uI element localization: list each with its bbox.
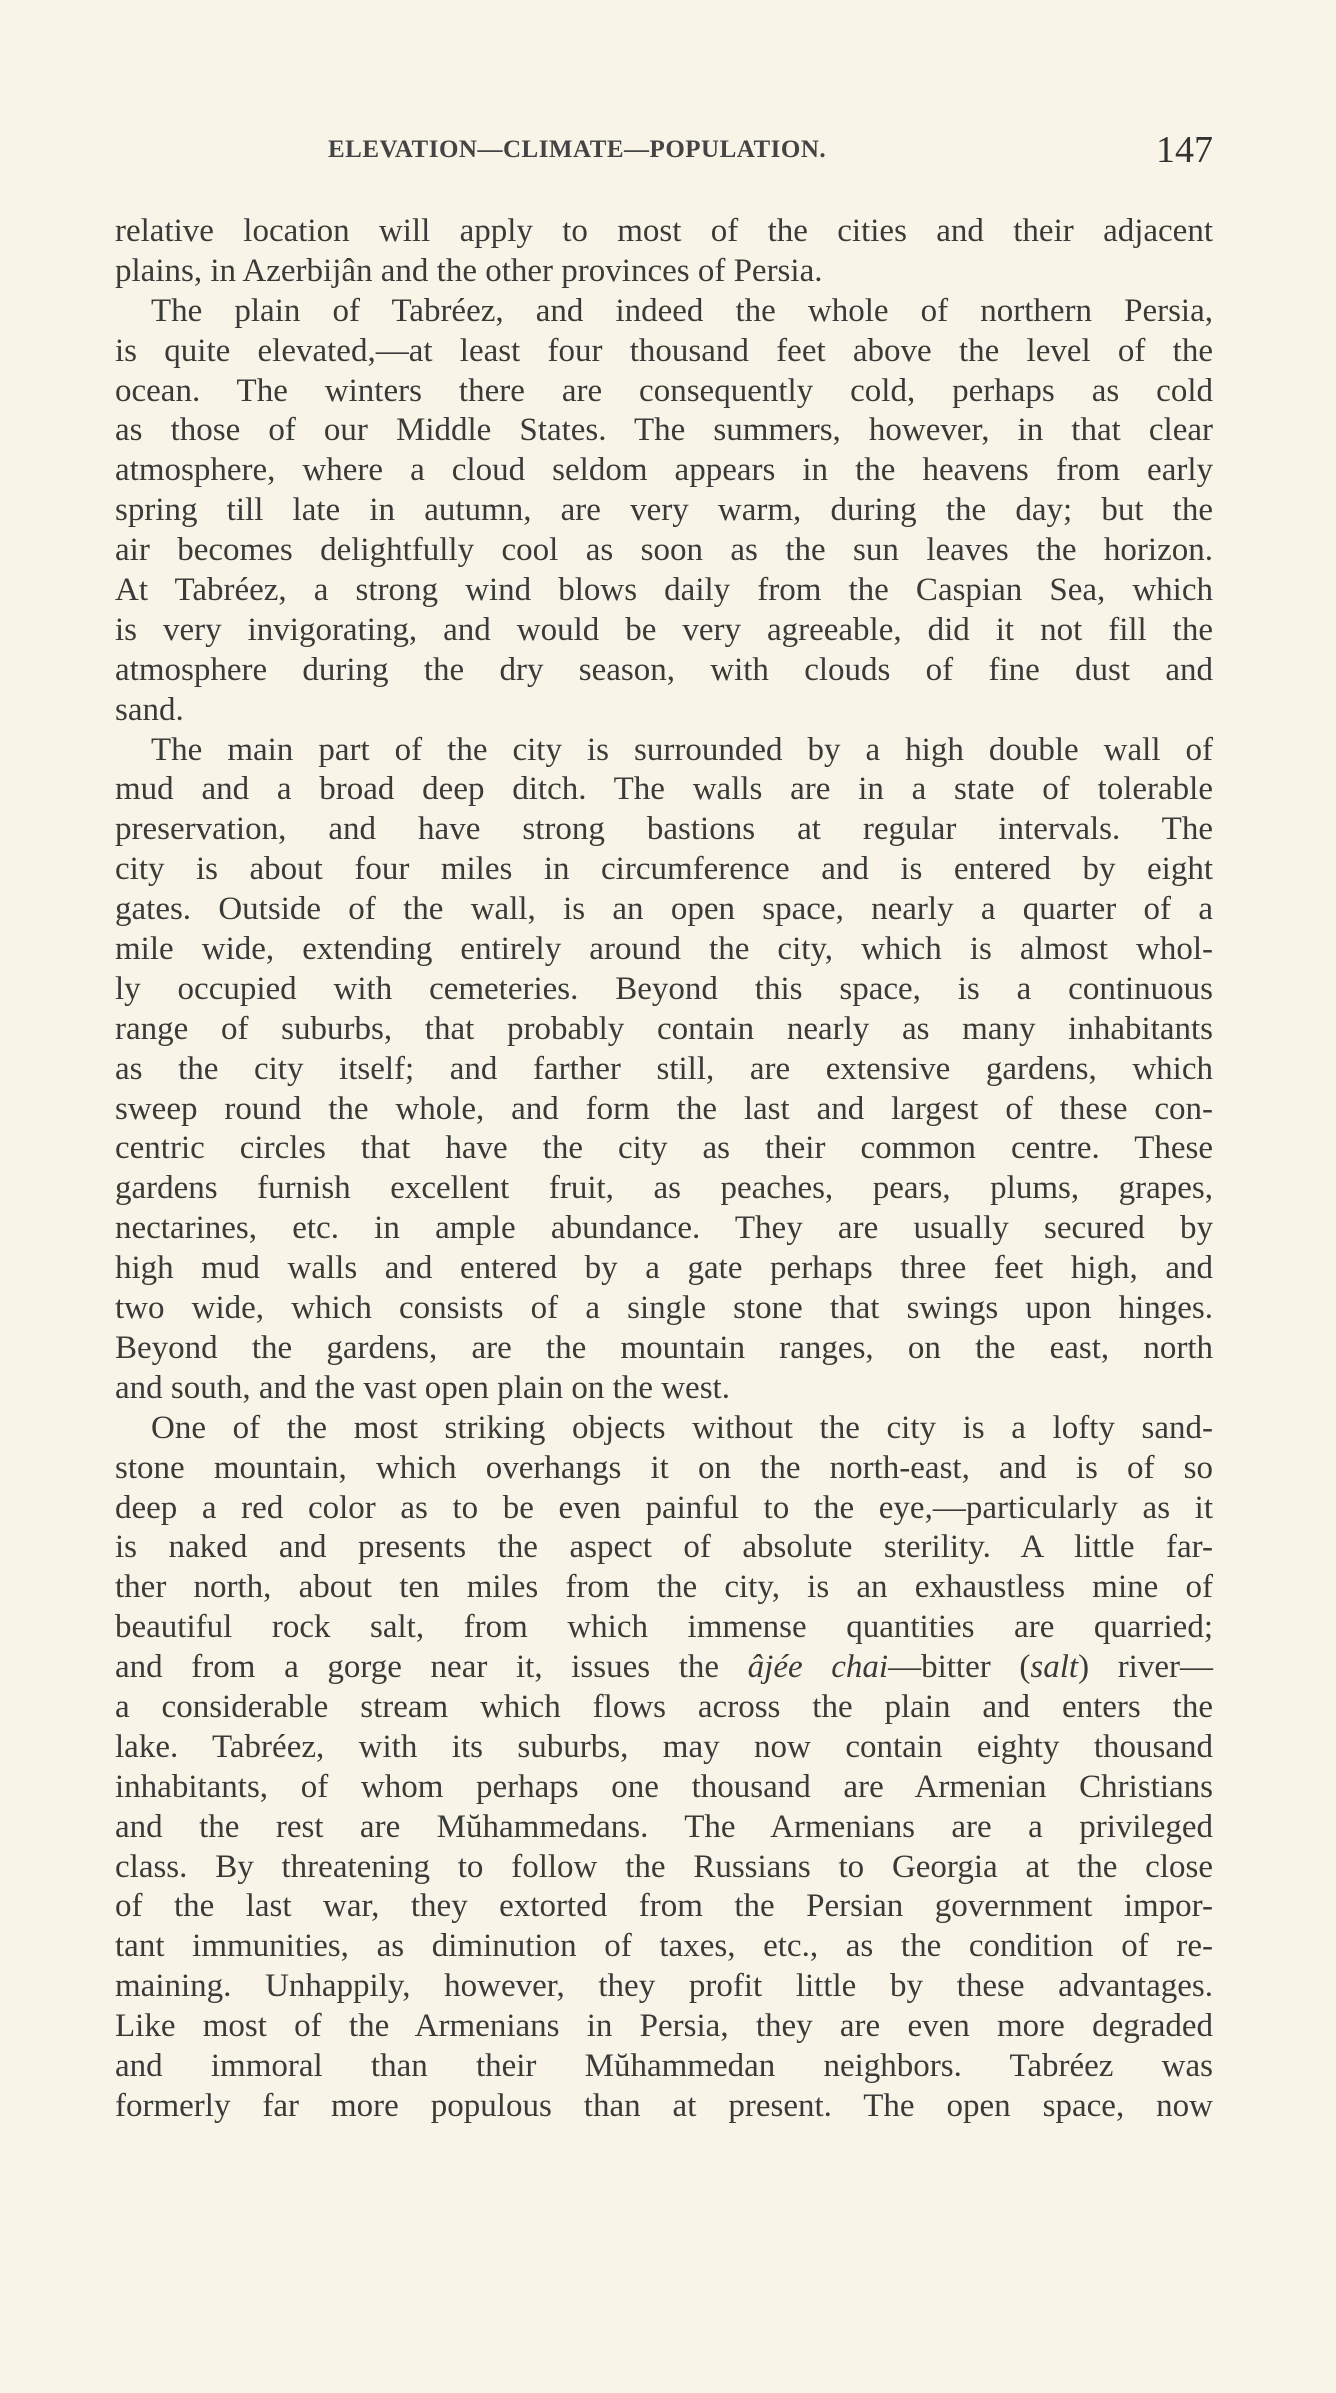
text-line: is very invigorating, and would be very agreeable, did it not fill the [115,611,1213,648]
text-segment: ) river— [1078,1649,1213,1686]
text-line: inhabitants, of whom perhaps one thousand are Armenian Christians [115,1768,1213,1805]
text-line: The plain of Tabréez, and indeed the whole of northern Persia, [151,292,1213,329]
text-line [115,1648,1213,1688]
text-segment: and from a gorge near it, issues the [115,1649,748,1686]
text-line: range of suburbs, that probably contain nearly as many inhabitants [115,1010,1213,1047]
text-line: atmosphere, where a cloud seldom appears in the heavens from early [115,452,1213,489]
text-line: as those of our Middle States. The summers, however, in that clear [115,412,1213,449]
text-line: sand. [115,691,184,728]
body-text [115,212,1213,2127]
text-line: of the last war, they extorted from the Persian government impor- [115,1888,1213,1925]
text-line: mile wide, extending entirely around the city, which is almost whol- [115,931,1213,968]
text-line: ly occupied with cemeteries. Beyond this space, is a continuous [115,970,1213,1007]
text-segment: —bitter ( [888,1649,1031,1686]
italic-text: salt [1030,1649,1079,1686]
text-line: relative location will apply to most of the cities and their adjacent [115,213,1213,249]
text-line: and south, and the vast open plain on the west. [115,1369,730,1406]
text-line: high mud walls and entered by a gate perhaps three feet high, and [115,1250,1213,1287]
text-line: is naked and presents the aspect of absolute sterility. A little far- [115,1529,1213,1566]
text-line: Beyond the gardens, are the mountain ranges, on the east, north [115,1329,1213,1366]
page-number: 147 [1156,129,1213,171]
text-line: as the city itself; and farther still, are extensive gardens, which [115,1050,1213,1087]
text-line: maining. Unhappily, however, they profit little by these advantages. [115,1968,1213,2005]
text-line: nectarines, etc. in ample abundance. They are usually secured by [115,1210,1213,1247]
text-line: atmosphere during the dry season, with clouds of fine dust and [115,651,1213,688]
text-line: formerly far more populous than at present. The open space, now [115,2087,1213,2124]
text-line: ocean. The winters there are consequently cold, perhaps as cold [115,372,1213,409]
text-line: lake. Tabréez, with its suburbs, may now contain eighty thousand [115,1728,1213,1765]
text-line: city is about four miles in circumference and is entered by eight [115,851,1213,888]
text-line: mud and a broad deep ditch. The walls are in a state of tolerable [115,771,1213,808]
text-line: Like most of the Armenians in Persia, they are even more degraded [115,2008,1213,2045]
text-line: class. By threatening to follow the Russians to Georgia at the close [115,1848,1213,1885]
text-line: and the rest are Mŭhammedans. The Armenians are a privileged [115,1808,1213,1845]
text-line: preservation, and have strong bastions at regular intervals. The [115,811,1213,848]
text-line: air becomes delightfully cool as soon as the sun leaves the horizon. [115,532,1213,569]
text-line: ther north, about ten miles from the city, is an exhaustless mine of [115,1569,1213,1606]
text-line: deep a red color as to be even painful to the eye,—particularly as it [115,1489,1213,1526]
page-header [115,128,1213,172]
text-line: centric circles that have the city as their common centre. These [115,1130,1213,1167]
text-line: a considerable stream which flows across the plain and enters the [115,1688,1213,1725]
text-line: stone mountain, which overhangs it on the north-east, and is of so [115,1449,1213,1486]
text-line: is quite elevated,—at least four thousand feet above the level of the [115,332,1213,369]
running-head: ELEVATION—CLIMATE—POPULATION. [328,136,827,163]
text-line: two wide, which consists of a single stone that swings upon hinges. [115,1290,1213,1327]
text-line: tant immunities, as diminution of taxes, etc., as the condition of re- [115,1928,1213,1965]
text-line: spring till late in autumn, are very warm, during the day; but the [115,492,1213,529]
text-line: At Tabréez, a strong wind blows daily from the Caspian Sea, which [115,572,1213,609]
text-line: and immoral than their Mŭhammedan neighbors. Tabréez was [115,2047,1213,2084]
text-line: The main part of the city is surrounded by a high double wall of [151,731,1213,768]
text-line: sweep round the whole, and form the last and largest of these con- [115,1090,1213,1127]
italic-text: âjée chai [747,1649,889,1686]
text-line: gardens furnish excellent fruit, as peaches, pears, plums, grapes, [115,1170,1213,1207]
text-line: plains, in Azerbijân and the other provinces of Persia. [115,252,823,289]
text-line: gates. Outside of the wall, is an open space, nearly a quarter of a [115,891,1213,928]
text-line: beautiful rock salt, from which immense quantities are quarried; [115,1609,1213,1646]
text-line: One of the most striking objects without the city is a lofty sand- [151,1409,1213,1446]
